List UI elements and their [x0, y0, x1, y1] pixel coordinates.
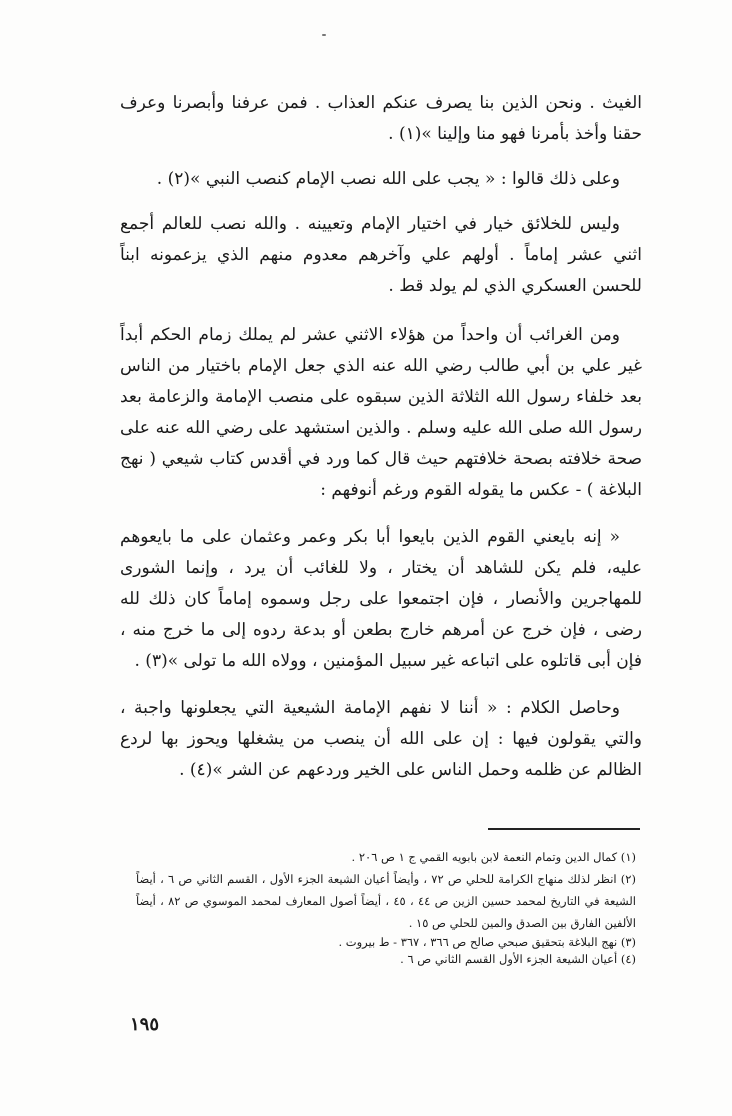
paragraph-1: الغيث . ونحن الذين بنا يصرف عنكم العذاب . فمن عرفنا وأبصرنا وعرف حقنا وأخذ بأمرنا فهو منا وإلينا »(١) .: [120, 93, 642, 144]
paragraph-4: ومن الغرائب أن واحداً من هؤلاء الاثني عشر لم يملك زمام الحكم أبداً غير علي بن أبي طالب رضي الله عنه الذي جعل الإمام باختيار من الناس بعد خلفاء رسول الله الثلاثة الذين سبقوه على منصب الإمامة والزعامة بعد رسول الله صلى الله عليه وسلم . والذين استشهد على رضي الله عنه على صحة خلافته بصحة خلافتهم حيث قال كما ورد في أقدس كتاب شيعي ( نهج البلاغة ) - عكس ما يقوله القوم ورغم أنوفهم :: [120, 325, 642, 500]
footnote-3: (٣) نهج البلاغة بتحقيق صبحي صالح ص ٣٦٦ ، ٣٦٧ - ط بيروت .: [338, 935, 636, 949]
footnote-2: (٢) انظر لذلك منهاج الكرامة للحلي ص ٧٢ ، وأيضاً أعيان الشيعة الجزء الأول ، القسم الثاني ص ٦ ، أيضاً الشيعة في التاريخ لمحمد حسين الزين ص ٤٤ ، ٤٥ ، أيضاً أصول المعارف لمحمد الموسوي ص ٨٢ ، أيضاً الألفين الفارق بين الصدق والمين للحلي ص ١٥ .: [136, 872, 636, 930]
footnote-4: (٤) أعيان الشيعة الجزء الأول القسم الثاني ص ٦ .: [400, 952, 636, 966]
main-text: [120, 88, 642, 786]
paragraph-5-quote: « إنه بايعني القوم الذين بايعوا أبا بكر وعمر وعثمان على ما بايعوهم عليه، فلم يكن للشاهد أن يختار ، ولا للغائب أن يرد ، وإنما الشورى للمهاجرين والأنصار ، فإن اجتمعوا على رجل وسموه إماماً كان ذلك لله رضى ، فإن خرج عن أمرهم خارج بطعن أو بدعة ردوه إلى ما خرج منه ، فإن أبى قاتلوه على اتباعه غير سبيل المؤمنين ، وولاه الله ما تولى »(٣) .: [120, 527, 642, 671]
paragraph-3: وليس للخلائق خيار في اختيار الإمام وتعيينه . والله نصب للعالم أجمع اثني عشر إماماً . أولهم علي وآخرهم معدوم منهم الذي يزعمونه ابناً للحسن العسكري الذي لم يولد قط .: [120, 214, 642, 296]
paragraph-6: وحاصل الكلام : « أننا لا نفهم الإمامة الشيعية التي يجعلونها واجبة ، والتي يقولون فيها : إن على الله أن ينصب من يشغلها ويحوز بها لردع الظالم عن ظلمه وحمل الناس على الخير وردعهم عن الشر »(٤) .: [120, 698, 642, 780]
page-number: ١٩٥: [130, 1014, 160, 1035]
paragraph-2: وعلى ذلك قالوا : « يجب على الله نصب الإمام كنصب النبي »(٢) .: [156, 169, 620, 189]
paper-speck: [322, 34, 326, 36]
footnote-separator: [488, 828, 640, 830]
footnote-1: (١) كمال الدين وتمام النعمة لابن بابويه القمي ج ١ ص ٢٠٦ .: [351, 850, 636, 864]
footnotes: [136, 846, 636, 968]
